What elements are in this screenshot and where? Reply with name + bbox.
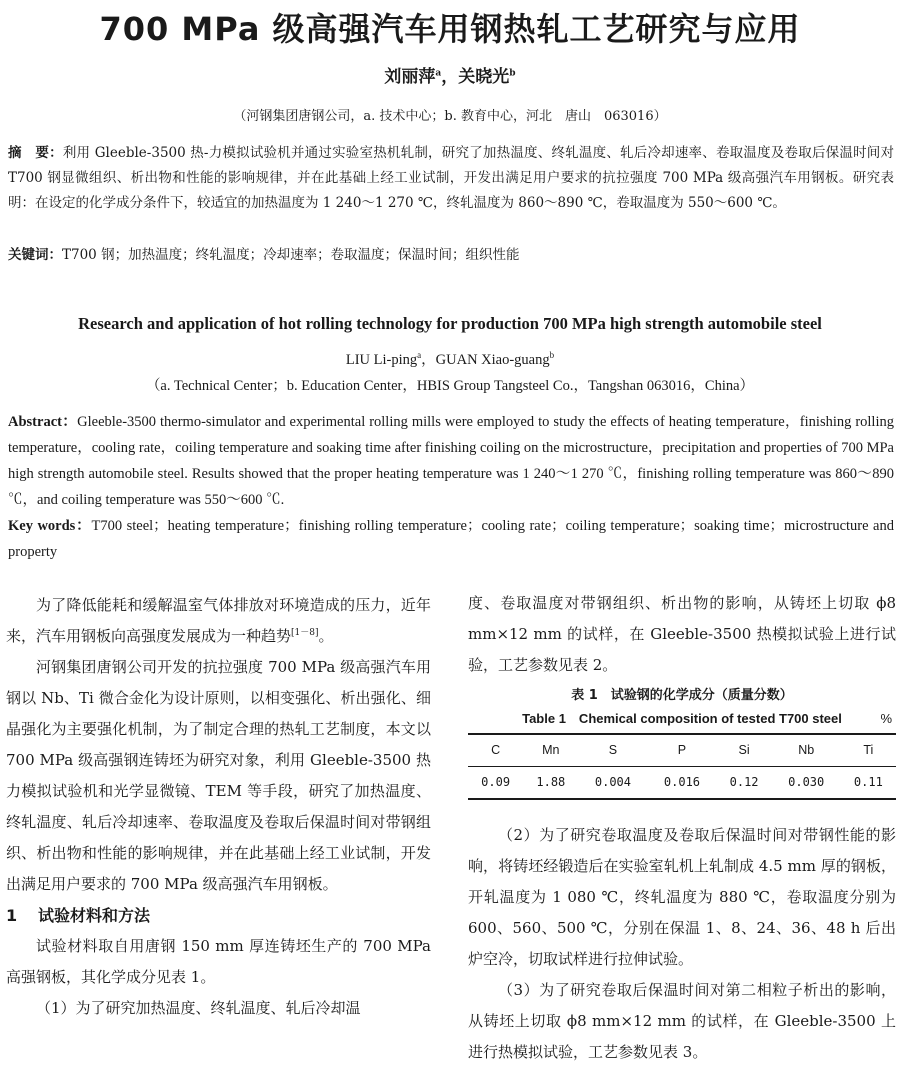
keywords-en-text: T700 steel；heating temperature；finishing rolling temperature；cooling rate；coiling temperature；soaking time；microstructure and property	[8, 518, 894, 560]
table-header-nb: Nb	[772, 734, 841, 767]
table-header-c: C	[468, 734, 523, 767]
author-en-1-name: LIU Li-ping	[345, 352, 418, 368]
author-1-sup: a	[435, 68, 442, 79]
abstract-zh-label: 摘 要：	[8, 145, 63, 161]
section-number: 1	[6, 906, 18, 925]
paper-title: 700 MPa 级高强汽车用钢热轧工艺研究与应用	[99, 10, 801, 48]
table-cell-s: 0.004	[594, 775, 631, 789]
table-1-caption-en-text: Table 1 Chemical composition of tested T700 steel	[522, 711, 842, 726]
citation-ref: [1－8]	[291, 628, 319, 638]
table-cell-nb: 0.030	[788, 775, 825, 789]
methods-paragraph-3: （2）为了研究卷取温度及卷取后保温时间对带钢性能的影响，将铸坯经锻造后在实验室轧机上轧制成 4.5 mm 厚的钢板，开轧温度为 1 080 ℃，终轧温度为 880 ℃，卷取温度分别为 600、560、500 ℃，分别在保温 1、8、24、36、48 h 后出炉空冷，切取试样进行拉伸试验。	[468, 826, 896, 968]
table-cell-c: 0.09	[481, 775, 511, 789]
section-heading-1	[6, 900, 431, 931]
abstract-en	[8, 409, 894, 513]
author-2-name: 关晓光	[458, 67, 510, 87]
table-row	[468, 767, 896, 800]
affiliation-en: （a. Technical Center；b. Education Center，HBIS Group Tangsteel Co.，Tangshan 063016，China）	[145, 378, 755, 394]
authors-en	[0, 348, 900, 369]
table-spacer	[468, 800, 896, 820]
author-en-2-sup: b	[549, 350, 555, 361]
table-1-unit: %	[880, 711, 892, 726]
table-cell-p: 0.016	[663, 775, 701, 789]
keywords-zh	[8, 243, 894, 268]
table-cell-si: 0.12	[729, 775, 759, 789]
table-header-row	[468, 734, 896, 767]
table-header-si: Si	[716, 734, 771, 767]
affiliation-zh: （河钢集团唐钢公司，a. 技术中心；b. 教育中心，河北 唐山 063016）	[233, 109, 667, 124]
table-cell-ti: 0.11	[853, 775, 883, 789]
abstract-en-text: Gleeble-3500 thermo-simulator and experimental rolling mills were employed to study the effects of heating temperature，finishing rolling temperature，cooling rate，coiling temperature and soaking time after finishing coiling on the microstructure，precipitation and properties of 700 MPa high strength automobile steel. Results showed that the proper heating temperature was 1 240～1 270 ℃，finishing rolling temperature was 860～890 ℃，and coiling temperature was 550～600 ℃.	[8, 414, 894, 508]
author-separator: ，	[441, 67, 459, 87]
intro-paragraph-1-text: 为了降低能耗和缓解温室气体排放对环境造成的压力，近年来，汽车用钢板向高强度发展成为一种趋势	[6, 596, 431, 645]
methods-paragraph-2: （1）为了研究加热温度、终轧温度、轧后冷却温	[36, 999, 361, 1017]
author-en-2-name: GUAN Xiao-guang	[435, 352, 550, 368]
methods-paragraph-4: （3）为了研究卷取后保温时间对第二相粒子析出的影响，从铸坯上切取 ϕ8 mm×12 mm 的试样，在 Gleeble-3500 上进行热模拟试验，工艺参数见表 3。	[468, 981, 896, 1061]
table-1-composition	[468, 733, 896, 800]
author-2-sup: b	[509, 68, 516, 79]
abstract-zh-text: 利用 Gleeble-3500 热-力模拟试验机并通过实验室热机轧制，研究了加热温度、终轧温度、轧后冷却速率、卷取温度及卷取后保温时间对 T700 钢显微组织、析出物和性能的影响规律，并在此基础上经工业试制，开发出满足用户要求的抗拉强度 700 MPa 级高强汽车用钢板。研究表明：在设定的化学成分条件下，较适宜的加热温度为 1 240～1 270 ℃，终轧温度为 860～890 ℃，卷取温度为 550～600 ℃。	[8, 145, 894, 211]
author-1-name: 刘丽萍	[384, 67, 436, 87]
methods-paragraph-1: 试验材料取自用唐钢 150 mm 厚连铸坯生产的 700 MPa 高强钢板，其化学成分见表 1。	[6, 937, 431, 986]
body-column-right	[468, 588, 896, 1068]
keywords-zh-label: 关键词：	[8, 247, 62, 263]
keywords-en	[8, 513, 894, 565]
author-en-separator: ，	[421, 352, 436, 368]
intro-paragraph-2: 河钢集团唐钢公司开发的抗拉强度 700 MPa 级高强汽车用钢以 Nb、Ti 微合金化为设计原则，以相变强化、析出强化、细晶强化为主要强化机制，为了制定合理的热轧工艺制度，本文以 700 MPa 级高强钢连铸坯为研究对象，利用 Gleeble-3500 热力模拟试验机和光学显微镜、TEM 等手段，研究了加热温度、终轧温度、轧后冷却速率、卷取温度及卷取后保温时间对带钢组织、析出物和性能的影响规律，并在此基础上经工业试制，开发出满足用户要求的 700 MPa 级高强汽车用钢板。	[6, 658, 431, 893]
keywords-zh-text: T700 钢；加热温度；终轧温度；冷却速率；卷取温度；保温时间；组织性能	[62, 247, 520, 263]
authors-zh	[0, 62, 900, 87]
intro-paragraph-1-end: 。	[318, 627, 334, 645]
paper-title-en: Research and application of hot rolling technology for production 700 MPa high strength automobile steel	[78, 314, 822, 333]
body-column-left	[6, 590, 431, 1024]
table-header-ti: Ti	[841, 734, 896, 767]
section-title: 试验材料和方法	[38, 906, 151, 925]
abstract-en-label: Abstract：	[8, 414, 78, 430]
table-1-caption-en	[468, 707, 896, 731]
table-header-p: P	[647, 734, 716, 767]
author-en-1-sup: a	[417, 350, 422, 361]
table-header-s: S	[578, 734, 647, 767]
table-1-caption-zh: 表 1 试验钢的化学成分（质量分数）	[571, 688, 793, 703]
keywords-en-label: Key words：	[8, 518, 92, 534]
table-cell-mn: 1.88	[536, 775, 566, 789]
table-header-mn: Mn	[523, 734, 578, 767]
intro-paragraph-1	[6, 590, 431, 652]
methods-paragraph-2-continued: 度、卷取温度对带钢组织、析出物的影响，从铸坯上切取 ϕ8 mm×12 mm 的试样，在 Gleeble-3500 热模拟试验上进行试验，工艺参数见表 2。	[468, 594, 896, 674]
abstract-zh	[8, 141, 894, 216]
